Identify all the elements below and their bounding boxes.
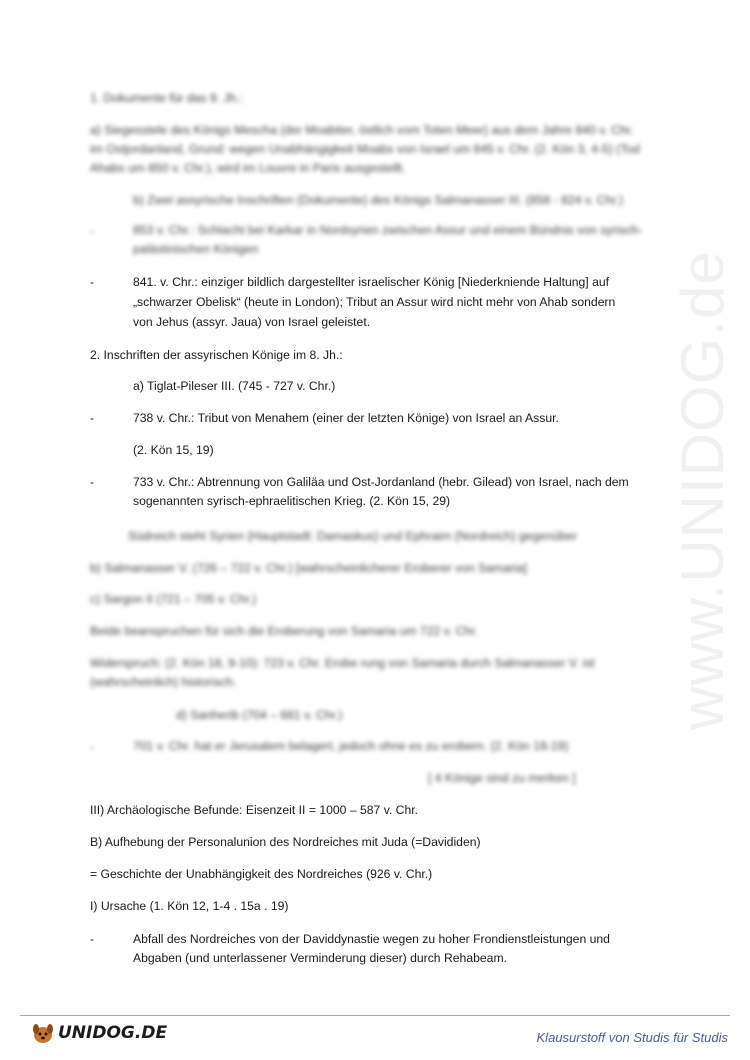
blurred-line: palästinischen Königen <box>133 242 259 256</box>
text-line: 841. v. Chr.: einziger bildlich dargestellter israelischer König [Niederkniende Haltung] auf <box>133 275 610 289</box>
footer-tagline: Klausurstoff von Studis für Studis <box>536 1030 728 1045</box>
blurred-line: (wahrscheinlich) historisch. <box>90 675 237 689</box>
text-line: „schwarzer Obelisk“ (heute in London); Tribut an Assur wird nicht mehr von Ahab sondern <box>133 295 616 309</box>
dog-icon <box>30 1020 56 1046</box>
blurred-line: Beide beanspruchen für sich die Eroberung von Samaria um 722 v. Chr. <box>90 624 478 638</box>
blurred-line: b) Salmanasser V. (726 – 722 v. Chr.) [wahrscheinlicherer Eroberer von Samaria] <box>90 561 527 575</box>
bullet-dash: - <box>90 275 95 289</box>
bullet-dash: - <box>90 932 95 946</box>
text-line: sogenannten syrisch-ephraelitischen Krieg. (2. Kön 15, 29) <box>133 494 451 508</box>
sub-heading: I) Ursache (1. Kön 12, 1-4 . 15a . 19) <box>90 899 289 913</box>
bullet-dash: - <box>90 224 95 238</box>
blurred-line: Ahabs um 850 v. Chr.), wird im Louvre in Paris ausgestellt. <box>90 161 406 175</box>
logo-text: UNIDOG.DE <box>58 1023 168 1043</box>
section-heading: 2. Inschriften der assyrischen Könige im 8. Jh.: <box>90 348 343 362</box>
blurred-line: a) Siegesstele des Königs Mescha (der Moabiter, östlich vom Toten Meer) aus dem Jahre 840 v. Chr. <box>90 123 634 137</box>
blurred-line: Widerspruch: (2. Kön 18, 9-10): 723 v. Chr. Erobe rung von Samaria durch Salmanasser V. ist <box>90 656 595 670</box>
blurred-line: im Ostjordanland, Grund: wegen Unabhängigkeit Moabs von Israel um 845 v. Chr. (2. Kön 3, 4-5) (Tod <box>90 142 640 156</box>
text-line: Abfall des Nordreiches von der Daviddynastie wegen zu hoher Frondienstleistungen und <box>133 932 610 946</box>
reference: (2. Kön 15, 19) <box>133 443 214 457</box>
text-line: III) Archäologische Befunde: Eisenzeit II = 1000 – 587 v. Chr. <box>90 803 419 817</box>
bullet-dash: - <box>90 411 95 425</box>
sub-heading: a) Tiglat-Pileser III. (745 - 727 v. Chr.) <box>133 379 336 393</box>
blurred-line: 1. Dokumente für das 9. Jh.: <box>90 91 244 105</box>
text-line: = Geschichte der Unabhängigkeit des Nordreiches (926 v. Chr.) <box>90 867 433 881</box>
text-line: von Jehus (assyr. Jaua) von Israel geleistet. <box>133 315 371 329</box>
blurred-line: d) Sanherib (704 – 681 v. Chr.) <box>176 708 343 722</box>
blurred-line: b) Zwei assyrische Inschriften (Dokumente) des Königs Salmanasser III. (858 - 824 v. Chr.) <box>133 193 624 207</box>
unidog-logo[interactable] <box>30 1020 167 1046</box>
bullet-dash: - <box>90 475 95 489</box>
footer-divider <box>20 1015 730 1016</box>
text-line: 733 v. Chr.: Abtrennung von Galiläa und Ost-Jordanland (hebr. Gilead) von Israel, nach dem <box>133 475 629 489</box>
blurred-line: 853 v. Chr.: Schlacht bei Karkar in Nordsyrien zwischen Assur und einem Bündnis von syrisch- <box>133 223 643 237</box>
blurred-line: 701 v. Chr. hat er Jerusalem belagert, jedoch ohne es zu erobern. (2. Kön 18-19) <box>133 739 569 753</box>
bullet-dash: - <box>90 740 95 754</box>
blurred-line: c) Sargon II (721 – 705 v. Chr.) <box>90 592 257 606</box>
watermark: www.UNIDOG.de <box>669 250 736 730</box>
text-line: Abgaben (und unterlassener Verminderung dieser) durch Rehabeam. <box>133 951 507 965</box>
blurred-line: Südreich steht Syrien (Hauptstadt: Damaskus) und Ephraim (Nordreich) gegenüber <box>128 529 578 543</box>
text-line: 738 v. Chr.: Tribut von Menahem (einer der letzten Könige) von Israel an Assur. <box>133 411 559 425</box>
section-heading: B) Aufhebung der Personalunion des Nordreiches mit Juda (=Davididen) <box>90 835 481 849</box>
blurred-line: [ 4 Könige sind zu merken ] <box>428 771 576 785</box>
